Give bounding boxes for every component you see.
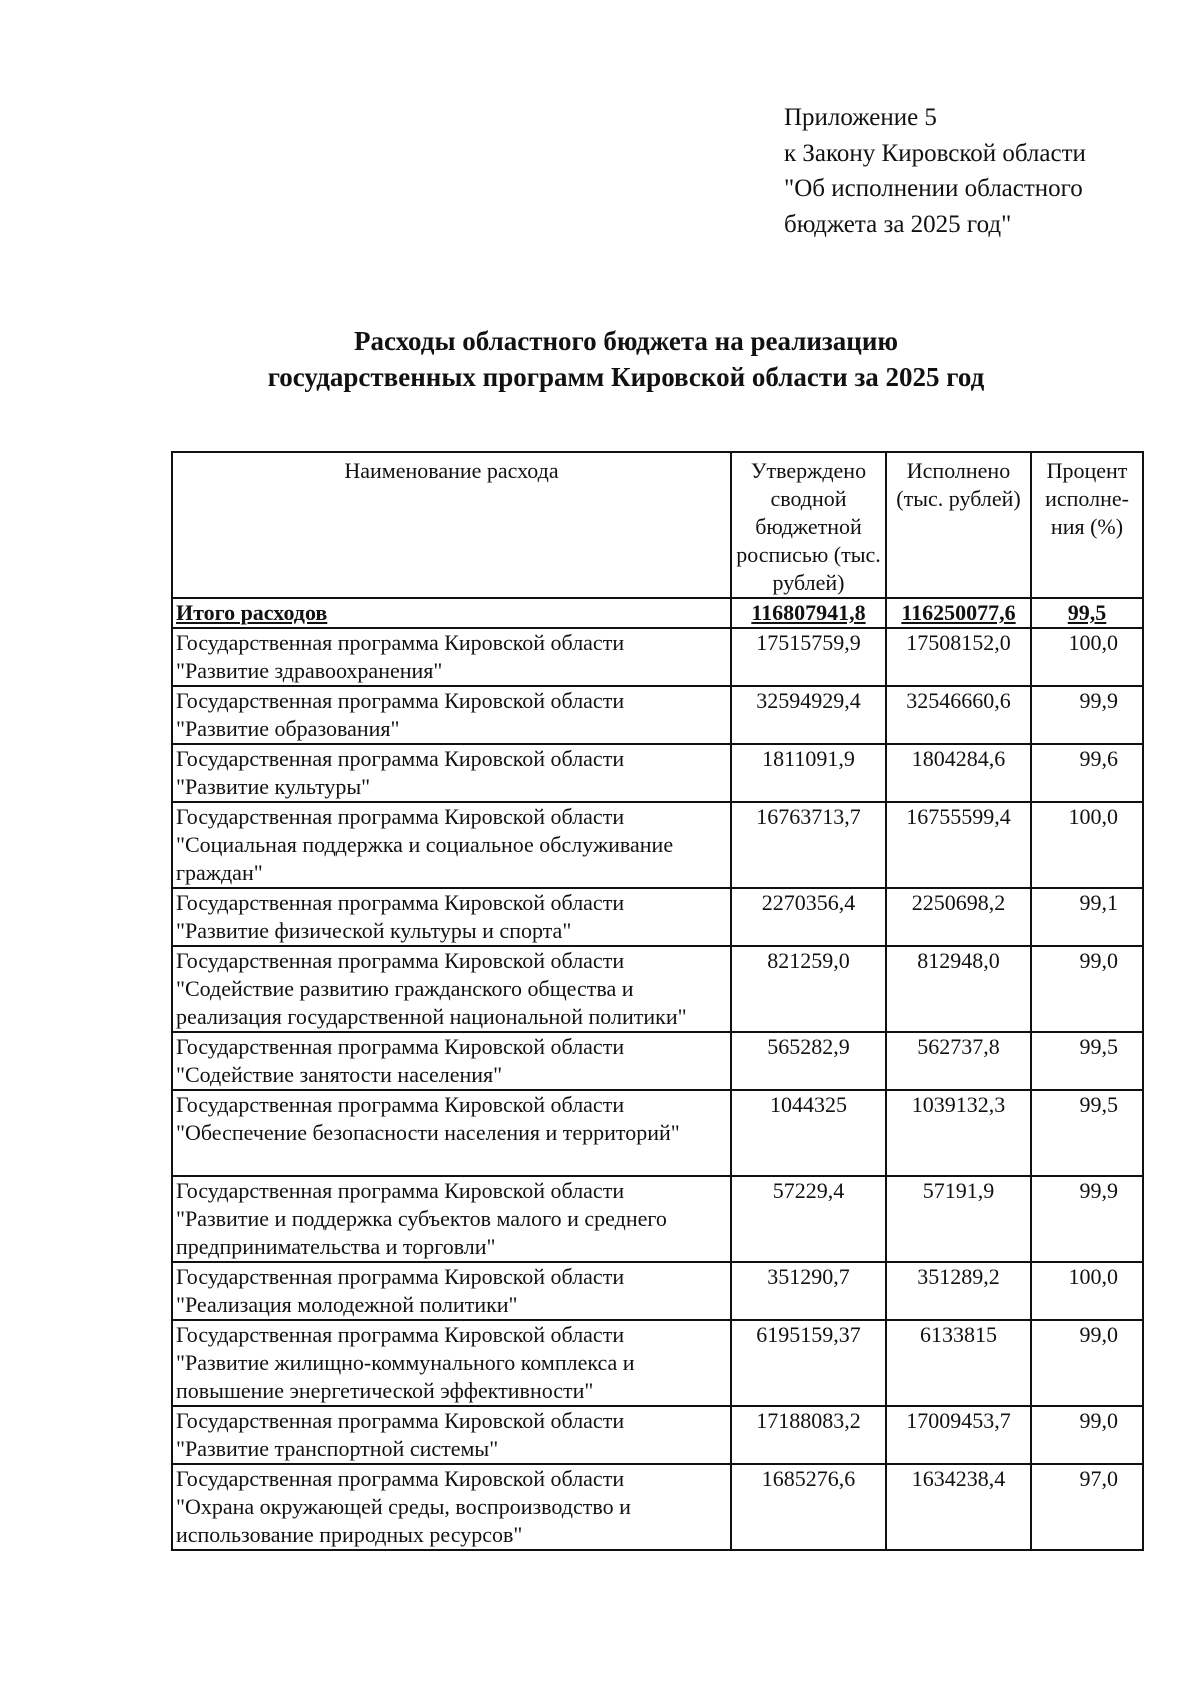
appendix-line: бюджета за 2025 год" <box>784 210 1012 238</box>
executed-value: 32546660,6 <box>886 686 1031 744</box>
table-row <box>172 888 1143 946</box>
program-line1: Государственная программа Кировской области <box>176 1034 625 1059</box>
program-line1: Государственная программа Кировской области <box>176 1322 625 1347</box>
program-name <box>172 1032 731 1090</box>
program-line1: Государственная программа Кировской области <box>176 1092 625 1117</box>
table-row <box>172 1320 1143 1406</box>
appendix-note <box>784 100 1086 242</box>
percent-value: 99,5 <box>1031 1032 1143 1090</box>
approved-value: 1685276,6 <box>731 1464 886 1550</box>
percent-value: 99,0 <box>1031 1406 1143 1464</box>
program-line2: "Развитие физической культуры и спорта" <box>176 918 572 943</box>
total-row <box>172 598 1143 628</box>
program-name <box>172 802 731 888</box>
approved-value: 565282,9 <box>731 1032 886 1090</box>
program-name <box>172 686 731 744</box>
header-executed: Исполнено (тыс. рублей) <box>886 452 1031 598</box>
approved-value: 16763713,7 <box>731 802 886 888</box>
percent-value: 99,6 <box>1031 744 1143 802</box>
appendix-line: к Закону Кировской области <box>784 139 1086 167</box>
table-row <box>172 1464 1143 1550</box>
percent-value: 99,1 <box>1031 888 1143 946</box>
percent-value: 100,0 <box>1031 802 1143 888</box>
program-line2: "Содействие занятости населения" <box>176 1062 503 1087</box>
program-line1: Государственная программа Кировской области <box>176 746 625 771</box>
table-row <box>172 1262 1143 1320</box>
executed-value: 1634238,4 <box>886 1464 1031 1550</box>
program-line1: Государственная программа Кировской области <box>176 890 625 915</box>
table-row <box>172 1176 1143 1262</box>
approved-value: 2270356,4 <box>731 888 886 946</box>
approved-value: 1044325 <box>731 1090 886 1176</box>
budget-table <box>171 451 1144 1551</box>
executed-value: 812948,0 <box>886 946 1031 1032</box>
program-line1: Государственная программа Кировской области <box>176 1178 625 1203</box>
program-line2: "Охрана окружающей среды, воспроизводство и использование природных ресурсов" <box>176 1494 631 1547</box>
program-name <box>172 744 731 802</box>
table-row <box>172 1406 1143 1464</box>
title-line-1: Расходы областного бюджета на реализацию <box>353 326 899 356</box>
percent-value: 100,0 <box>1031 1262 1143 1320</box>
table-row <box>172 946 1143 1032</box>
executed-value: 6133815 <box>886 1320 1031 1406</box>
program-line2: "Развитие здравоохранения" <box>176 658 443 683</box>
program-name <box>172 1262 731 1320</box>
percent-value: 99,0 <box>1031 946 1143 1032</box>
program-name <box>172 1406 731 1464</box>
header-percent: Процент исполне-ния (%) <box>1031 452 1143 598</box>
percent-value: 99,5 <box>1031 1090 1143 1176</box>
program-line1: Государственная программа Кировской области <box>176 630 625 655</box>
approved-value: 1811091,9 <box>731 744 886 802</box>
program-line1: Государственная программа Кировской области <box>176 1408 625 1433</box>
executed-value: 351289,2 <box>886 1262 1031 1320</box>
total-percent: 99,5 <box>1031 598 1143 628</box>
program-line2: "Содействие развитию гражданского общества и реализация государственной национальной политики" <box>176 976 687 1029</box>
executed-value: 17009453,7 <box>886 1406 1031 1464</box>
header-approved: Утверждено сводной бюджетной росписью (тыс. рублей) <box>731 452 886 598</box>
program-name <box>172 1090 731 1176</box>
percent-value: 99,9 <box>1031 1176 1143 1262</box>
executed-value: 16755599,4 <box>886 802 1031 888</box>
executed-value: 17508152,0 <box>886 628 1031 686</box>
program-line2: "Развитие образования" <box>176 716 400 741</box>
percent-value: 97,0 <box>1031 1464 1143 1550</box>
program-line2: "Социальная поддержка и социальное обслуживание граждан" <box>176 832 674 885</box>
percent-value: 99,9 <box>1031 686 1143 744</box>
table-row <box>172 686 1143 744</box>
program-line2: "Развитие жилищно-коммунального комплекса и повышение энергетической эффективности" <box>176 1350 635 1403</box>
appendix-line: Приложение 5 <box>784 104 937 131</box>
executed-value: 57191,9 <box>886 1176 1031 1262</box>
program-line2: "Обеспечение безопасности населения и территорий" <box>176 1120 680 1145</box>
approved-value: 32594929,4 <box>731 686 886 744</box>
program-name <box>172 1464 731 1550</box>
table-row <box>172 628 1143 686</box>
document-title <box>0 323 1200 395</box>
executed-value: 1039132,3 <box>886 1090 1031 1176</box>
program-line2: "Развитие и поддержка субъектов малого и среднего предпринимательства и торговли" <box>176 1206 667 1259</box>
header-name: Наименование расхода <box>172 452 731 598</box>
program-name <box>172 946 731 1032</box>
program-line1: Государственная программа Кировской области <box>176 948 625 973</box>
approved-value: 351290,7 <box>731 1262 886 1320</box>
executed-value: 2250698,2 <box>886 888 1031 946</box>
table-row <box>172 1032 1143 1090</box>
program-name <box>172 1176 731 1262</box>
table-row <box>172 1090 1143 1176</box>
program-line2: "Развитие культуры" <box>176 774 371 799</box>
executed-value: 562737,8 <box>886 1032 1031 1090</box>
approved-value: 57229,4 <box>731 1176 886 1262</box>
program-line2: "Реализация молодежной политики" <box>176 1292 518 1317</box>
table-row <box>172 744 1143 802</box>
percent-value: 99,0 <box>1031 1320 1143 1406</box>
table-header-row <box>172 452 1143 598</box>
title-line-2: государственных программ Кировской области за 2025 год <box>267 362 985 392</box>
program-line1: Государственная программа Кировской области <box>176 1466 625 1491</box>
appendix-line: "Об исполнении областного <box>784 175 1083 202</box>
approved-value: 17515759,9 <box>731 628 886 686</box>
program-name <box>172 628 731 686</box>
approved-value: 6195159,37 <box>731 1320 886 1406</box>
total-approved: 116807941,8 <box>731 598 886 628</box>
total-name: Итого расходов <box>172 598 731 628</box>
program-line2: "Развитие транспортной системы" <box>176 1436 499 1461</box>
total-executed: 116250077,6 <box>886 598 1031 628</box>
program-line1: Государственная программа Кировской области <box>176 1264 625 1289</box>
program-name <box>172 1320 731 1406</box>
percent-value: 100,0 <box>1031 628 1143 686</box>
table-row <box>172 802 1143 888</box>
program-line1: Государственная программа Кировской области <box>176 804 625 829</box>
approved-value: 17188083,2 <box>731 1406 886 1464</box>
executed-value: 1804284,6 <box>886 744 1031 802</box>
program-name <box>172 888 731 946</box>
program-line1: Государственная программа Кировской области <box>176 688 625 713</box>
approved-value: 821259,0 <box>731 946 886 1032</box>
